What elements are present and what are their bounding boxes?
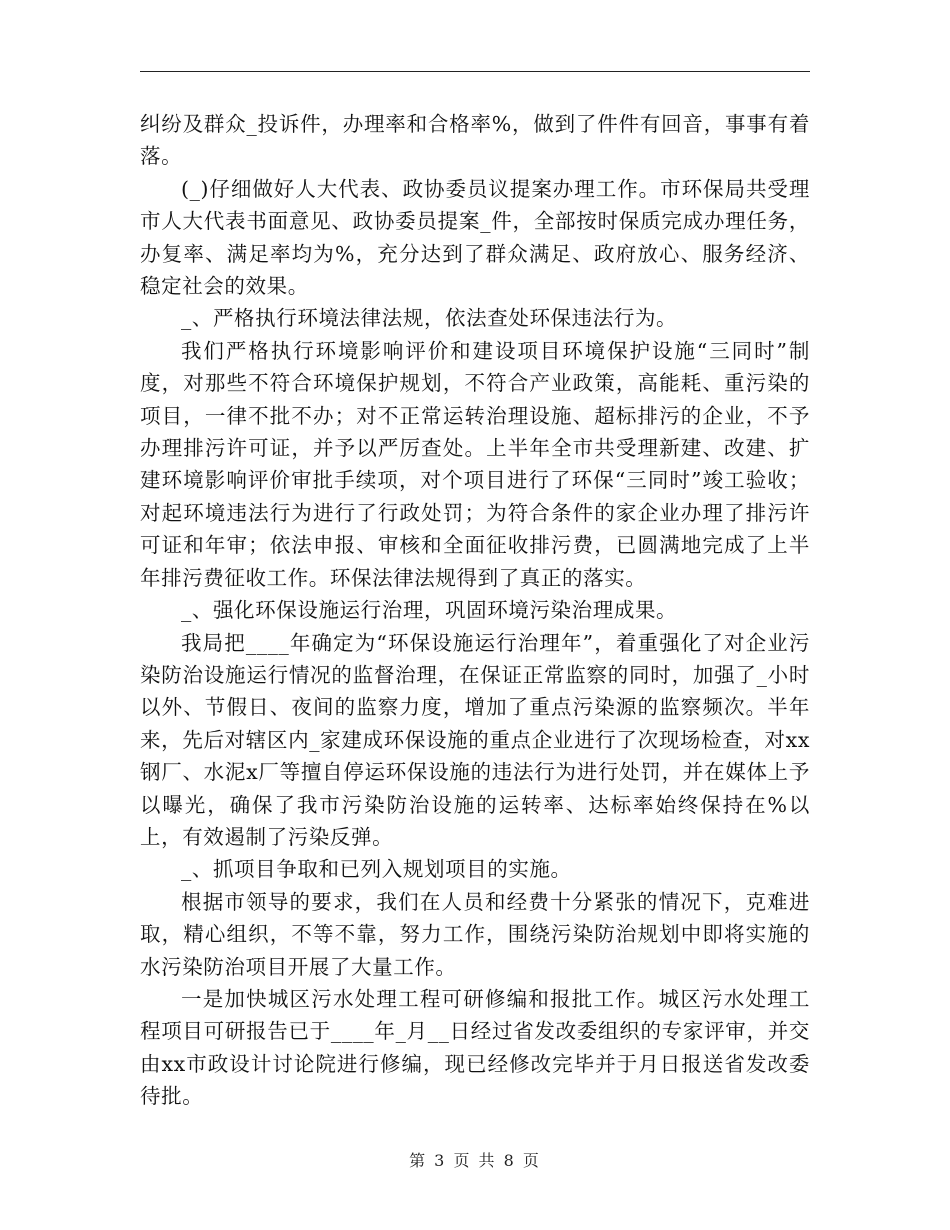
section-heading-projects: _、抓项目争取和已列入规划项目的实施。 xyxy=(181,857,572,882)
header-rule xyxy=(140,71,810,72)
paragraph-sewage-plant: 一是加快城区污水处理工程可研修编和报批工作。城区污水处理工程项目可研报告已于____年_月__日经过省发改委组织的专家评审，并交由xx市政设计讨论院进行修编，现已经修改完毕并于月日报送省发改委待批。 xyxy=(140,986,810,1109)
section-heading-facilities: _、强化环保设施运行治理，巩固环境污染治理成果。 xyxy=(181,598,678,623)
paragraph-projects: 根据市领导的要求，我们在人员和经费十分紧张的情况下，克难进取，精心组织，不等不靠，努力工作，围绕污染防治规划中即将实施的水污染防治项目开展了大量工作。 xyxy=(140,889,810,979)
page-number-footer: 第 3 页 共 8 页 xyxy=(409,1151,541,1170)
paragraph-proposals: (_)仔细做好人大代表、政协委员议提案办理工作。市环保局共受理市人大代表书面意见、政协委员提案_件，全部按时保质完成办理任务，办复率、满足率均为%，充分达到了群众满足、政府放心、服务经济、稳定社会的效果。 xyxy=(140,176,810,299)
paragraph-facilities: 我局把____年确定为“环保设施运行治理年”，着重强化了对企业污染防治设施运行情况的监督治理，在保证正常监察的同时，加强了_小时以外、节假日、夜间的监察力度，增加了重点污染源的监察频次。半年来，先后对辖区内_家建成环保设施的重点企业进行了次现场检查，对xx钢厂、水泥x厂等擅自停运环保设施的违法行为进行处罚，并在媒体上予以曝光，确保了我市污染防治设施的运转率、达标率始终保持在%以上，有效遏制了污染反弹。 xyxy=(140,630,810,849)
paragraph-complaints-continued: 纠纷及群众_投诉件，办理率和合格率%，做到了件件有回音，事事有着落。 xyxy=(140,112,810,169)
section-heading-enforcement: _、严格执行环境法律法规，依法查处环保违法行为。 xyxy=(181,306,678,331)
paragraph-enforcement: 我们严格执行环境影响评价和建设项目环境保护设施“三同时”制度，对那些不符合环境保护规划，不符合产业政策，高能耗、重污染的项目，一律不批不办；对不正常运转治理设施、超标排污的企业，不予办理排污许可证，并予以严厉查处。上半年全市共受理新建、改建、扩建环境影响评价审批手续项，对个项目进行了环保“三同时”竣工验收；对起环境违法行为进行了行政处罚；为符合条件的家企业办理了排污许可证和年审；依法申报、审核和全面征收排污费，已圆满地完成了上半年排污费征收工作。环保法律法规得到了真正的落实。 xyxy=(140,338,810,590)
body-text xyxy=(140,108,810,1113)
